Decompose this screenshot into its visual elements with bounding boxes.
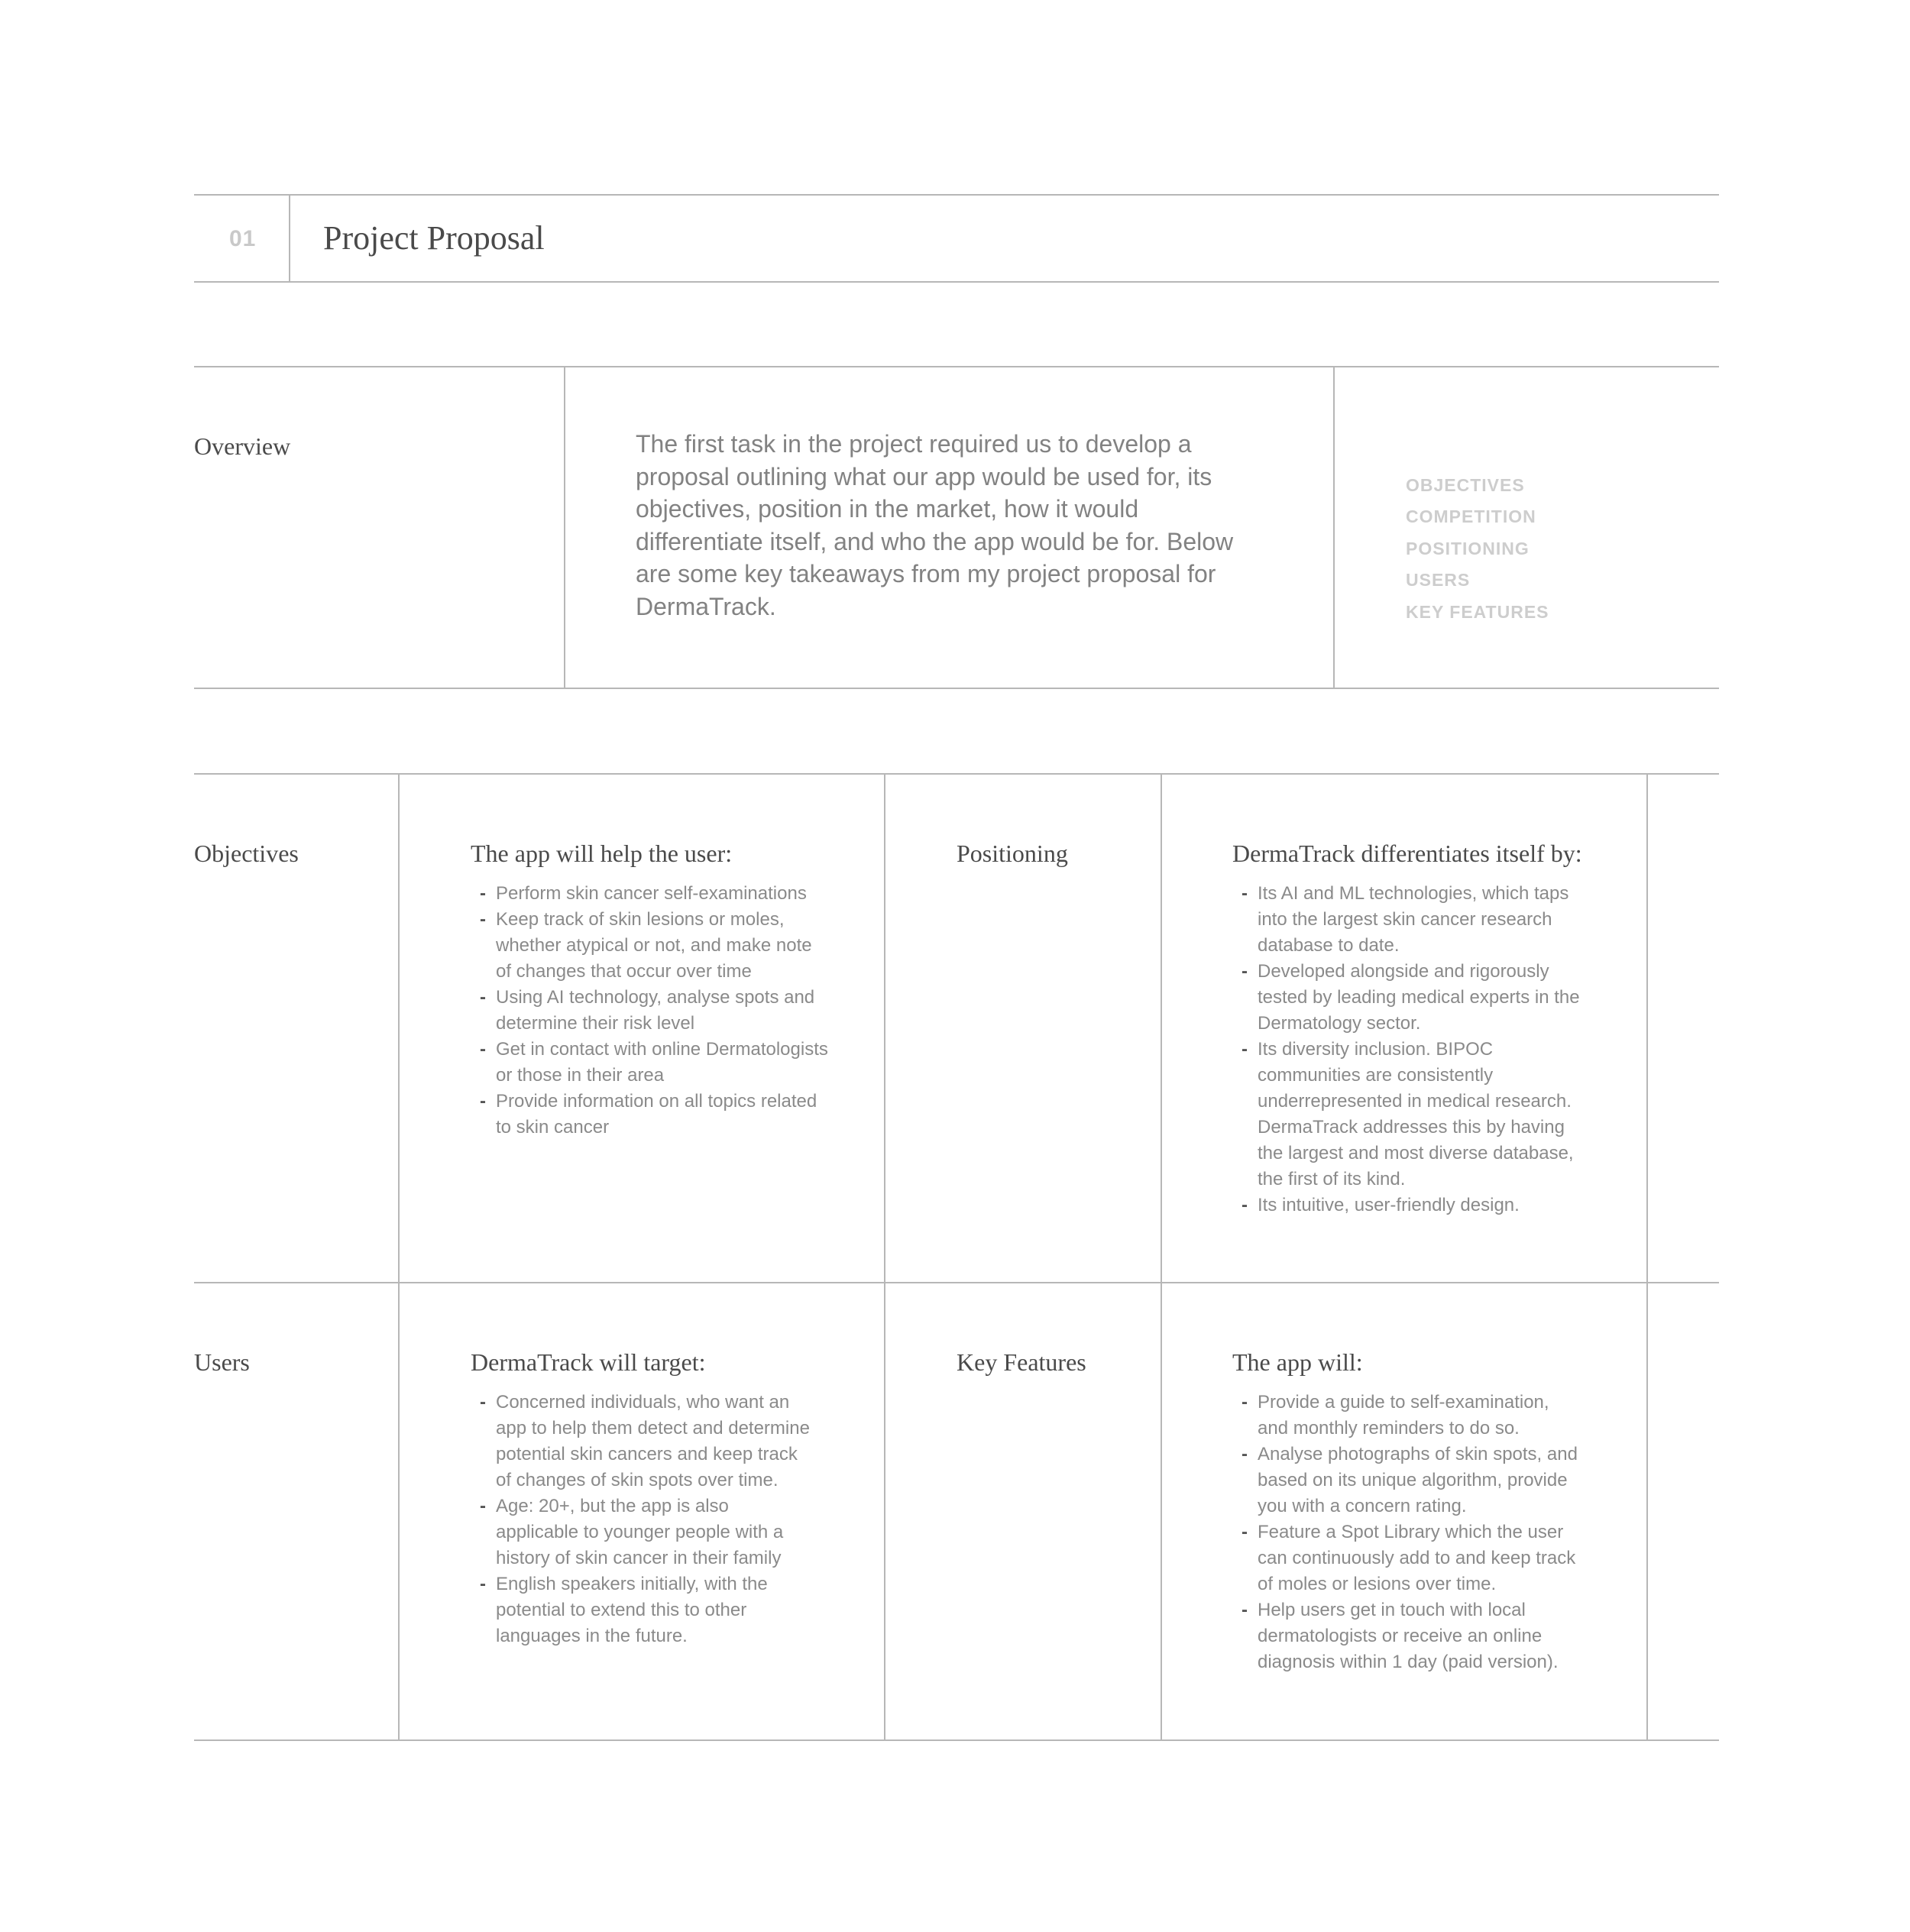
list-item: - Help users get in touch with local dermatologists or receive an online diagnosis within 1 day (paid version). (1232, 1597, 1584, 1675)
grid-divider-4 (1646, 773, 1648, 1741)
table-of-contents (1406, 470, 1549, 628)
list-item: - Provide a guide to self-examination, and monthly reminders to do so. (1232, 1390, 1584, 1442)
key-features-heading: The app will: (1232, 1348, 1363, 1376)
list-item: - Developed alongside and rigorously tested by leading medical experts in the Dermatology sector. (1232, 959, 1584, 1037)
grid-divider-1 (398, 773, 400, 1741)
grid-top-rule (194, 773, 1719, 775)
list-item: - Perform skin cancer self-examinations (471, 881, 830, 907)
objectives-heading: The app will help the user: (471, 840, 733, 867)
page-title: Project Proposal (323, 219, 545, 257)
key-features-list (1232, 1390, 1584, 1675)
header-top-rule (194, 194, 1719, 196)
list-item: - English speakers initially, with the potential to extend this to other languages in the future. (471, 1571, 814, 1649)
section-number: 01 (229, 226, 257, 251)
header-divider (289, 194, 290, 283)
list-item: - Provide information on all topics related to skin cancer (471, 1089, 830, 1141)
list-item: - Its intuitive, user-friendly design. (1232, 1193, 1584, 1218)
users-label: Users (194, 1348, 250, 1376)
positioning-heading: DermaTrack differentiates itself by: (1232, 840, 1582, 867)
overview-top-rule (194, 366, 1719, 367)
toc-item-key-features[interactable]: KEY FEATURES (1406, 601, 1549, 622)
overview-divider-left (564, 366, 565, 689)
toc-item-competition[interactable]: COMPETITION (1406, 506, 1536, 527)
grid-middle-rule (194, 1282, 1719, 1283)
overview-label: Overview (194, 432, 291, 460)
users-heading: DermaTrack will target: (471, 1348, 706, 1376)
list-item: - Get in contact with online Dermatologists or those in their area (471, 1037, 830, 1089)
list-item: - Using AI technology, analyse spots and determine their risk level (471, 985, 830, 1037)
header-bottom-rule (194, 281, 1719, 283)
list-item: - Its AI and ML technologies, which taps into the largest skin cancer research database to date. (1232, 881, 1584, 959)
users-list (471, 1390, 814, 1649)
list-item: - Feature a Spot Library which the user can continuously add to and keep track of moles or lesions over time. (1232, 1519, 1584, 1597)
toc-item-positioning[interactable]: POSITIONING (1406, 538, 1530, 558)
overview-text: The first task in the project required us to develop a proposal outlining what our app would be used for, its objectives, position in the market, how it would differentiate itself, and who the app would be for. Below are some key takeaways from my project proposal for DermaTrack. (636, 430, 1234, 620)
positioning-list (1232, 881, 1584, 1218)
list-item: - Concerned individuals, who want an app to help them detect and determine potential skin cancers and keep track of changes of skin spots over time. (471, 1390, 814, 1493)
list-item: - Keep track of skin lesions or moles, whether atypical or not, and make note of changes that occur over time (471, 907, 830, 985)
overview-divider-right (1333, 366, 1335, 689)
list-item: - Age: 20+, but the app is also applicable to younger people with a history of skin cancer in their family (471, 1493, 814, 1571)
list-item: - Analyse photographs of skin spots, and based on its unique algorithm, provide you with a concern rating. (1232, 1442, 1584, 1519)
objectives-list (471, 881, 830, 1141)
overview-bottom-rule (194, 688, 1719, 689)
objectives-label: Objectives (194, 840, 299, 867)
positioning-label: Positioning (957, 840, 1068, 867)
toc-item-objectives[interactable]: OBJECTIVES (1406, 475, 1525, 495)
grid-bottom-rule (194, 1739, 1719, 1741)
toc-item-users[interactable]: USERS (1406, 570, 1471, 591)
grid-divider-3 (1161, 773, 1162, 1741)
grid-divider-2 (884, 773, 885, 1741)
key-features-label: Key Features (957, 1348, 1086, 1376)
list-item: - Its diversity inclusion. BIPOC communities are consistently underrepresented in medical research. DermaTrack addresses this by having the largest and most diverse database, the first of its kind. (1232, 1037, 1584, 1193)
